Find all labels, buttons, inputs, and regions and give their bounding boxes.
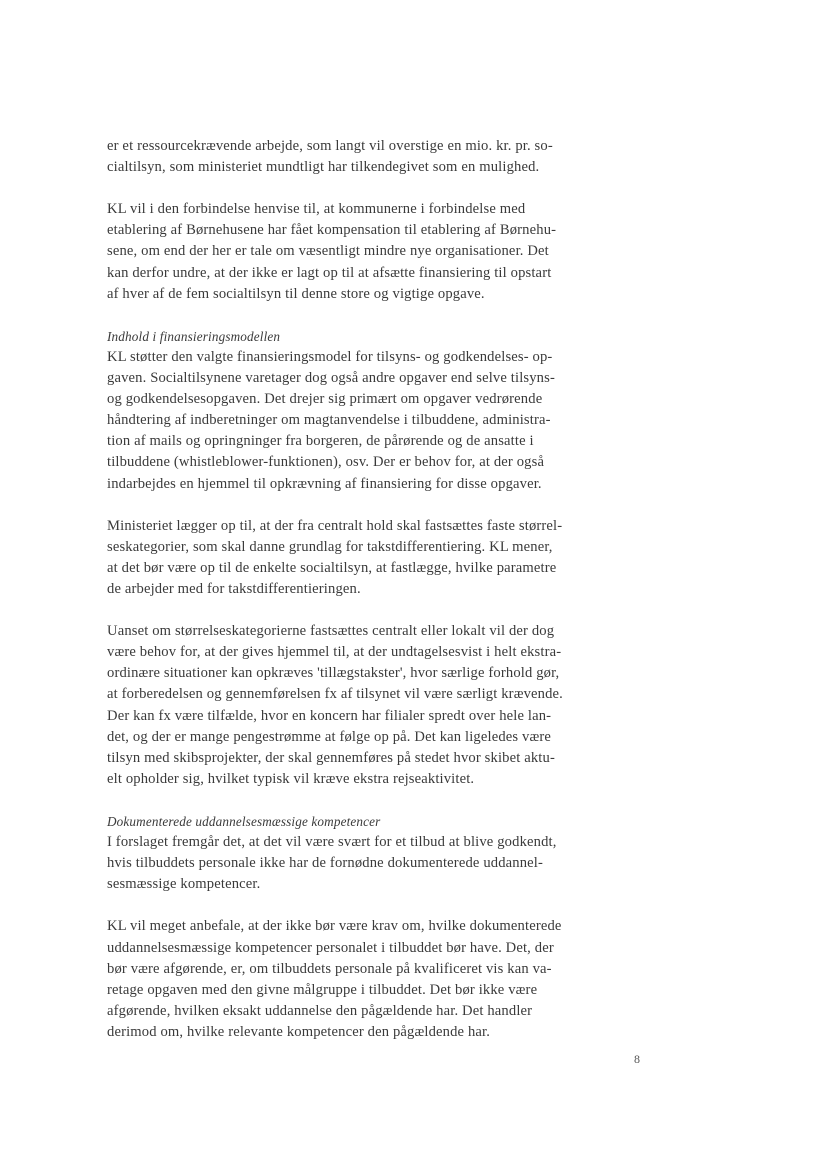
text-line: Der kan fx være tilfælde, hvor en koncern har filialer spredt over hele lan-	[107, 707, 552, 724]
text-line: elt opholder sig, hvilket typisk vil kræve ekstra rejseaktivitet.	[107, 770, 475, 787]
text-line: at det bør være op til de enkelte socialtilsyn, at fastlægge, hvilke parametre	[107, 559, 557, 576]
text-line: KL vil i den forbindelse henvise til, at kommunerne i forbindelse med	[107, 201, 526, 218]
paragraph-anbefaling	[107, 916, 607, 1043]
text-line: er et ressourcekrævende arbejde, som langt vil overstige en mio. kr. pr. so-	[107, 138, 553, 154]
text-line: uddannelsesmæssige kompetencer personalet i tilbuddet bør have. Det, der	[107, 939, 554, 956]
text-line: sesmæssige kompetencer.	[107, 876, 261, 893]
text-line: Uanset om størrelseskategorierne fastsættes centralt eller lokalt vil der dog	[107, 623, 555, 640]
text-line: at forberedelsen og gennemførelsen fx af tilsynet vil være særligt krævende.	[107, 686, 563, 703]
text-line: retage opgaven med den givne målgruppe i tilbuddet. Det bør ikke være	[107, 981, 538, 998]
text-line: Ministeriet lægger op til, at der fra centralt hold skal fastsættes faste størrel-	[107, 517, 563, 534]
text-line: gaven. Socialtilsynene varetager dog også andre opgaver end selve tilsyns-	[107, 370, 555, 387]
paragraph-finansieringsmodel	[107, 326, 607, 495]
text-line: sene, om end der her er tale om væsentligt mindre nye organisationer. Det	[107, 243, 549, 260]
text-line: tilbuddene (whistleblower-funktionen), osv. Der er behov for, at der også	[107, 454, 545, 471]
text-line: tion af mails og opringninger fra borgeren, de pårørende og de ansatte i	[107, 433, 534, 450]
text-line: KL vil meget anbefale, at der ikke bør være krav om, hvilke dokumenterede	[107, 918, 562, 935]
paragraph-intro-continuation	[107, 136, 607, 178]
text-line: kan derfor undre, at der ikke er lagt op til at afsætte finansiering til opstart	[107, 264, 552, 281]
text-line: være behov for, at der gives hjemmel til, at der undtagelsesvist i helt ekstra-	[107, 644, 562, 661]
paragraph-kompetencer	[107, 811, 607, 895]
paragraph-bornehuse	[107, 199, 607, 304]
text-line: de arbejder med for takstdifferentieringen.	[107, 580, 361, 597]
text-line: ordinære situationer kan opkræves 'tillægstakster', hvor særlige forhold gør,	[107, 665, 560, 682]
paragraph-storrelseskategorier	[107, 516, 607, 600]
text-line: tilsyn med skibsprojekter, der skal gennemføres på stedet hvor skibet aktu-	[107, 749, 555, 766]
text-line: etablering af Børnehusene har fået kompensation til etablering af Børnehu-	[107, 222, 557, 239]
page-number: 8	[634, 1052, 640, 1066]
text-line: seskategorier, som skal danne grundlag for takstdifferentiering. KL mener,	[107, 538, 553, 555]
text-line: af hver af de fem socialtilsyn til denne store og vigtige opgave.	[107, 285, 485, 302]
body-text	[107, 136, 607, 1043]
section-heading: Indhold i finansieringsmodellen	[107, 328, 281, 344]
text-line: det, og der er mange pengestrømme at følge op på. Det kan ligeledes være	[107, 728, 552, 745]
text-line: derimod om, hvilke relevante kompetencer den pågældende har.	[107, 1023, 491, 1040]
text-line: KL støtter den valgte finansieringsmodel for tilsyns- og godkendelses- op-	[107, 348, 553, 365]
text-line: I forslaget fremgår det, at det vil være svært for et tilbud at blive godkendt,	[107, 834, 557, 851]
text-line: håndtering af indberetninger om magtanvendelse i tilbuddene, administra-	[107, 412, 551, 429]
text-line: afgørende, hvilken eksakt uddannelse den pågældende har. Det handler	[107, 1002, 533, 1019]
text-line: bør være afgørende, er, om tilbuddets personale på kvalificeret vis kan va-	[107, 960, 552, 977]
text-line: cialtilsyn, som ministeriet mundtligt har tilkendegivet som en mulighed.	[107, 159, 540, 176]
section-heading: Dokumenterede uddannelsesmæssige kompetencer	[107, 814, 381, 829]
text-line: og godkendelsesopgaven. Det drejer sig primært om opgaver vedrørende	[107, 391, 543, 408]
text-line: indarbejdes en hjemmel til opkrævning af finansiering for disse opgaver.	[107, 475, 542, 492]
text-line: hvis tilbuddets personale ikke har de fornødne dokumenterede uddannel-	[107, 855, 544, 872]
paragraph-tillaegstakster	[107, 621, 607, 790]
